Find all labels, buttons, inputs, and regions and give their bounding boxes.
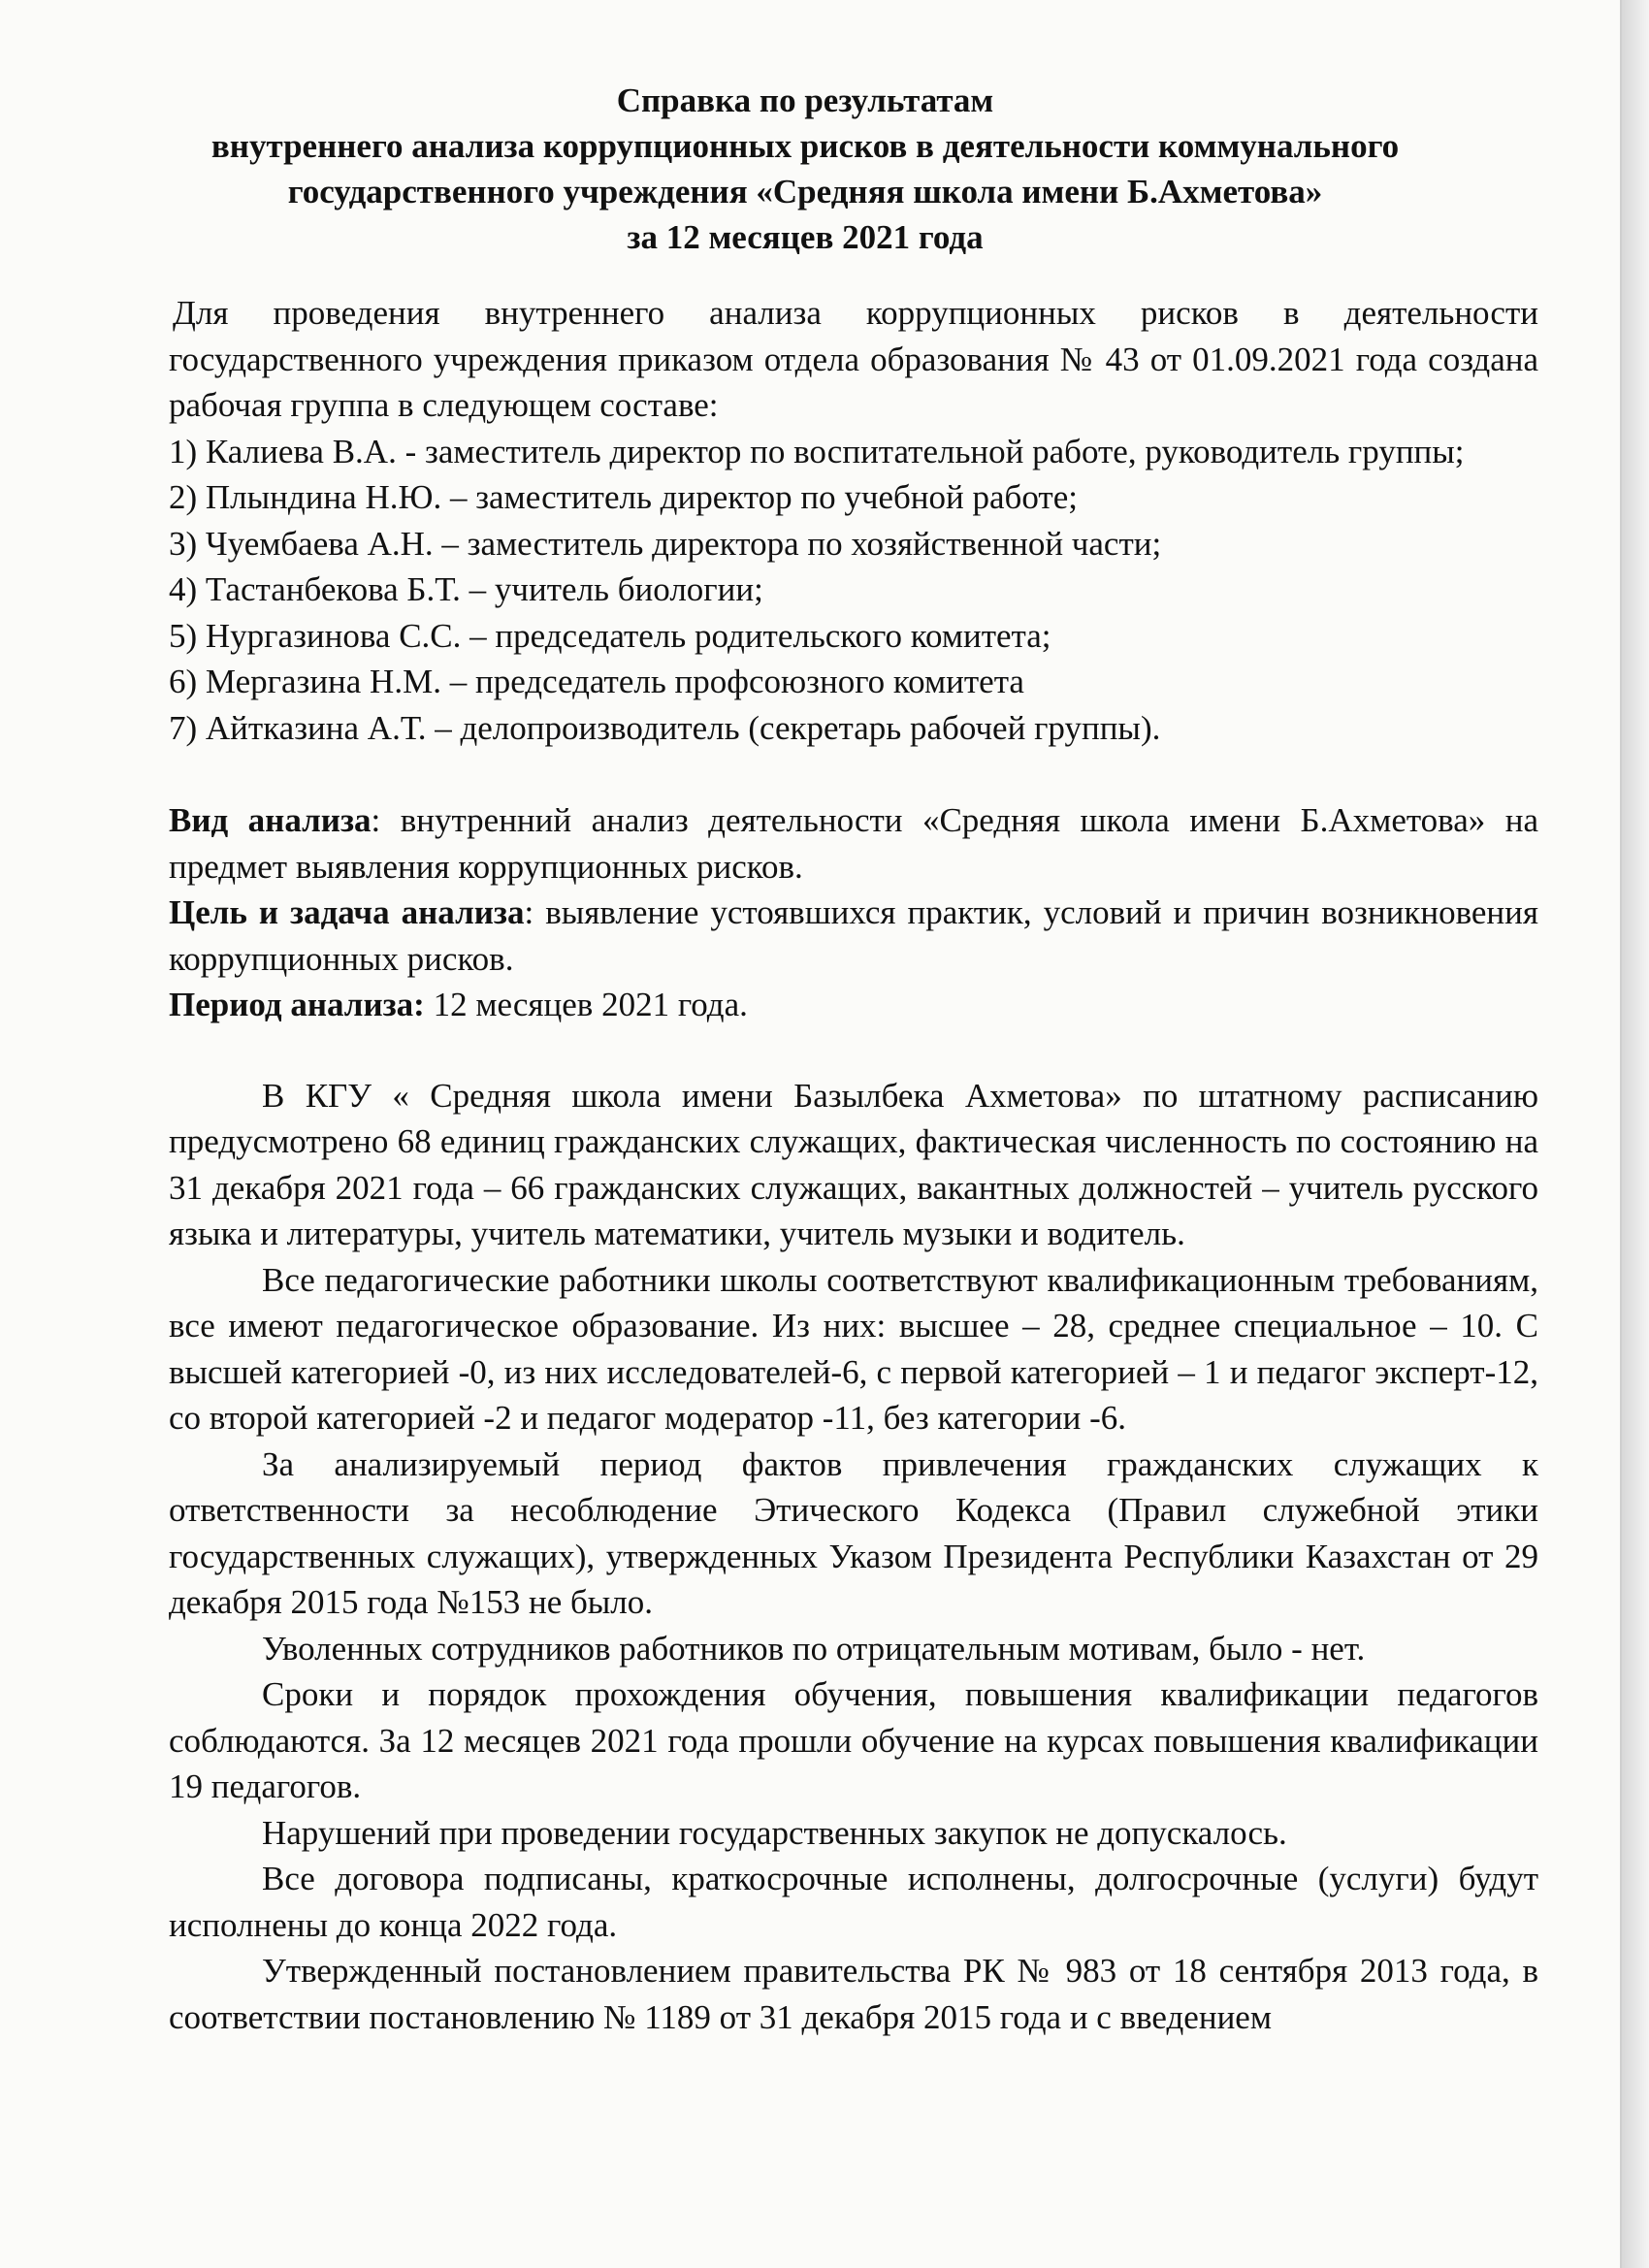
document-body [169, 290, 1538, 2040]
member-item: 7) Айтказина А.Т. – делопроизводитель (секретарь рабочей группы). [169, 708, 1161, 747]
analysis-type [169, 797, 1538, 890]
member-item: 3) Чуембаева А.Н. – заместитель директора по хозяйственной части; [169, 524, 1162, 563]
header-title-line-1: Справка по результатам [616, 81, 994, 119]
body-paragraph: Уволенных сотрудников работников по отрицательным мотивам, было - нет. [262, 1629, 1366, 1668]
header-title-line-2: внутреннего анализа коррупционных рисков в деятельности коммунального [210, 127, 1400, 165]
analysis-goal-label: Цель и задача анализа [169, 893, 525, 931]
member-item: 5) Нургазинова С.С. – председатель родительского комитета; [169, 616, 1051, 655]
analysis-period-text: 12 месяцев 2021 года. [424, 986, 748, 1023]
analysis-type-text: : внутренний анализ деятельности «Средняя школа имени Б.Ахметова» на предмет выявления коррупционных рисков. [169, 801, 1538, 886]
member-item: 6) Мергазина Н.М. – председатель профсоюзного комитета [169, 663, 1024, 700]
analysis-type-label: Вид анализа [169, 801, 372, 839]
analysis-goal [169, 890, 1538, 982]
header-title-line-3: государственного учреждения «Средняя школа имени Б.Ахметова» [287, 173, 1323, 211]
analysis-goal-text: : выявление устоявшихся практик, условий и причин возникновения коррупционных рисков. [169, 893, 1538, 978]
body-paragraph: В КГУ « Средняя школа имени Базылбека Ахметова» по штатному расписанию предусмотрено 68 единиц гражданских служащих, фактическая численность по состоянию на 31 декабря 2021 года – 66 гражданских служащих, вакантных должностей – учитель русского языка и литературы, учитель математики, учитель музыки и водитель. [169, 1076, 1538, 1252]
document-header [116, 78, 1494, 260]
body-paragraph: За анализируемый период фактов привлечения гражданских служащих к ответственности за несоблюдение Этического Кодекса (Правил служебной этики государственных служащих), утвержденных Указом Президента Республики Казахстан от 29 декабря 2015 года №153 не было. [169, 1444, 1538, 1621]
analysis-period-label: Период анализа: [169, 986, 425, 1023]
intro-paragraph: Для проведения внутреннего анализа коррупционных рисков в деятельности государственного учреждения приказом отдела образования № 43 от 01.09.2021 года создана рабочая группа в следующем составе: [169, 294, 1538, 424]
analysis-period [169, 982, 1538, 1028]
body-paragraph: Сроки и порядок прохождения обучения, повышения квалификации педагогов соблюдаются. За 12 месяцев 2021 года прошли обучение на курсах повышения квалификации 19 педагогов. [169, 1675, 1538, 1805]
member-item: 1) Калиева В.А. - заместитель директор по воспитательной работе, руководитель группы; [169, 432, 1465, 470]
body-paragraph: Все договора подписаны, краткосрочные исполнены, долгосрочные (услуги) будут исполнены до конца 2022 года. [169, 1860, 1538, 1944]
member-item: 4) Тастанбекова Б.Т. – учитель биологии; [169, 570, 763, 608]
header-title-line-4: за 12 месяцев 2021 года [627, 218, 984, 256]
body-paragraph: Нарушений при проведении государственных закупок не допускалось. [262, 1813, 1287, 1852]
scan-edge [1622, 0, 1649, 2268]
body-paragraph: Все педагогические работники школы соответствуют квалификационным требованиям, все имеют педагогическое образование. Из них: высшее – 28, среднее специальное – 10. С высшей категорией -0, из них исследователей-6, с первой категорией – 1 и педагог эксперт-12, со второй категорией -2 и педагог модератор -11, без категории -6. [169, 1260, 1538, 1437]
member-item: 2) Плындина Н.Ю. – заместитель директор по учебной работе; [169, 478, 1078, 516]
body-paragraph: Утвержденный постановлением правительства РК № 983 от 18 сентября 2013 года, в соответствии постановлению № 1189 от 31 декабря 2015 года и с введением [169, 1952, 1538, 2036]
